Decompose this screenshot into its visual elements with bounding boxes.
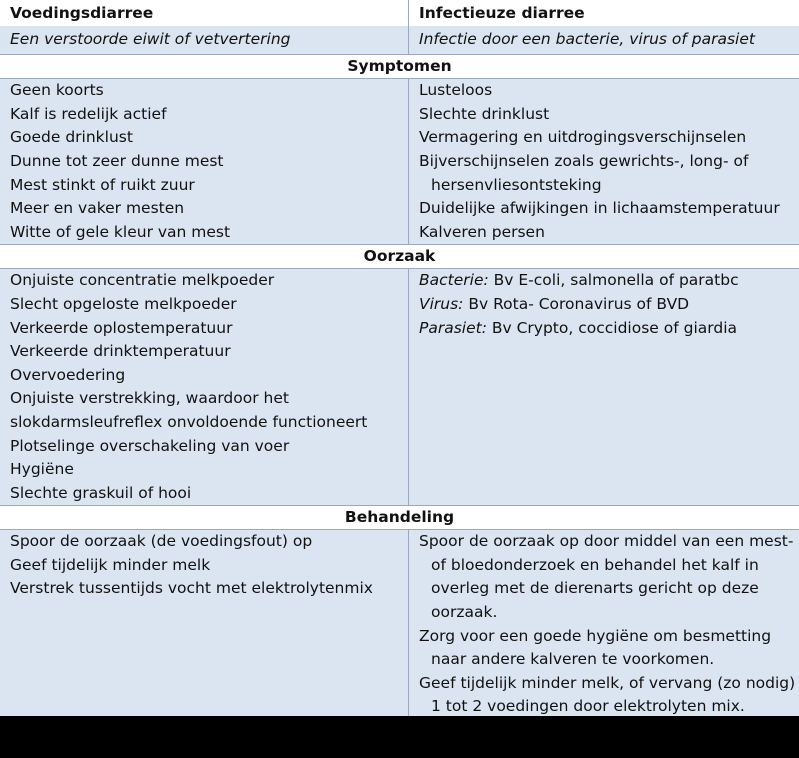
list-item: Mest stinkt of ruikt zuur <box>10 175 195 194</box>
list-item: Verstrek tussentijds vocht met elektrolytenmix <box>10 579 373 598</box>
cause-label: Bacterie: <box>419 271 489 290</box>
list-item: Goede drinklust <box>10 128 133 147</box>
list-item: Spoor de oorzaak op door middel van een mest- <box>419 532 794 551</box>
header-left: Voedingsdiarree <box>0 0 409 26</box>
section-row-oorzaak <box>0 245 799 269</box>
subheader-left: Een verstoorde eiwit of vetvertering <box>0 26 409 55</box>
list-item-continuation: hersenvliesontsteking <box>431 175 602 194</box>
section-title-behandeling: Behandeling <box>0 506 799 530</box>
cause-text: Bv Crypto, coccidiose of giardia <box>486 318 737 337</box>
symptomen-left <box>0 79 409 245</box>
section-title-symptomen: Symptomen <box>0 55 799 79</box>
subheader-row <box>0 26 799 55</box>
list-item: Geef tijdelijk minder melk <box>10 555 211 574</box>
list-item: Meer en vaker mesten <box>10 199 185 218</box>
list-item: Onjuiste verstrekking, waardoor het <box>10 389 289 408</box>
list-item: Witte of gele kleur van mest <box>10 222 231 241</box>
section-row-behandeling <box>0 506 799 530</box>
list-item-continuation: naar andere kalveren te voorkomen. <box>431 650 715 669</box>
list-item: Vermagering en uitdrogingsverschijnselen <box>419 128 747 147</box>
oorzaak-right <box>409 269 799 506</box>
cause-text: Bv Rota- Coronavirus of BVD <box>463 294 690 313</box>
cause-virus <box>419 293 799 317</box>
oorzaak-left <box>0 269 409 506</box>
cause-bacterie <box>419 269 799 293</box>
list-item: Plotselinge overschakeling van voer <box>10 436 290 455</box>
list-item: Lusteloos <box>419 81 493 100</box>
list-item: Slecht opgeloste melkpoeder <box>10 294 237 313</box>
list-item: Verkeerde oplostemperatuur <box>10 318 233 337</box>
behandeling-left <box>0 530 409 719</box>
subheader-right: Infectie door een bacterie, virus of parasiet <box>409 26 799 55</box>
symptomen-row <box>0 79 799 245</box>
cause-parasiet <box>419 317 799 341</box>
list-item: Bijverschijnselen zoals gewrichts-, long- of <box>419 151 749 170</box>
list-item: Slechte drinklust <box>419 104 550 123</box>
cause-label: Parasiet: <box>419 318 487 337</box>
behandeling-right <box>409 530 799 719</box>
list-item: Kalf is redelijk actief <box>10 104 167 123</box>
header-row <box>0 0 799 26</box>
symptomen-right <box>409 79 799 245</box>
list-item: Onjuiste concentratie melkpoeder <box>10 271 275 290</box>
list-item: Slechte graskuil of hooi <box>10 483 192 502</box>
list-item: Overvoedering <box>10 365 126 384</box>
cause-label: Virus: <box>419 294 464 313</box>
section-title-oorzaak: Oorzaak <box>0 245 799 269</box>
list-item: Kalveren persen <box>419 222 545 241</box>
list-item: Zorg voor een goede hygiëne om besmetting <box>419 626 772 645</box>
list-item: Verkeerde drinktemperatuur <box>10 342 231 361</box>
section-row-symptomen <box>0 55 799 79</box>
list-item: Geef tijdelijk minder melk, of vervang (zo nodig) <box>419 673 796 692</box>
list-item-continuation: 1 tot 2 voedingen door elektrolyten mix. <box>431 697 745 716</box>
oorzaak-row <box>0 269 799 506</box>
bottom-black-band <box>0 716 799 758</box>
list-item: Dunne tot zeer dunne mest <box>10 151 224 170</box>
list-item: Hygiëne <box>10 460 74 479</box>
cause-text: Bv E-coli, salmonella of paratbc <box>488 271 739 290</box>
list-item-continuation: overleg met de dierenarts gericht op deze <box>431 579 759 598</box>
header-right: Infectieuze diarree <box>409 0 799 26</box>
list-item: Duidelijke afwijkingen in lichaamstemperatuur <box>419 199 780 218</box>
list-item: Spoor de oorzaak (de voedingsfout) op <box>10 532 313 551</box>
behandeling-row <box>0 530 799 719</box>
list-item-continuation: of bloedonderzoek en behandel het kalf in <box>431 555 759 574</box>
list-item-continuation: oorzaak. <box>431 603 498 622</box>
list-item: Geen koorts <box>10 81 104 100</box>
list-item: slokdarmsleufreflex onvoldoende functioneert <box>10 412 368 431</box>
